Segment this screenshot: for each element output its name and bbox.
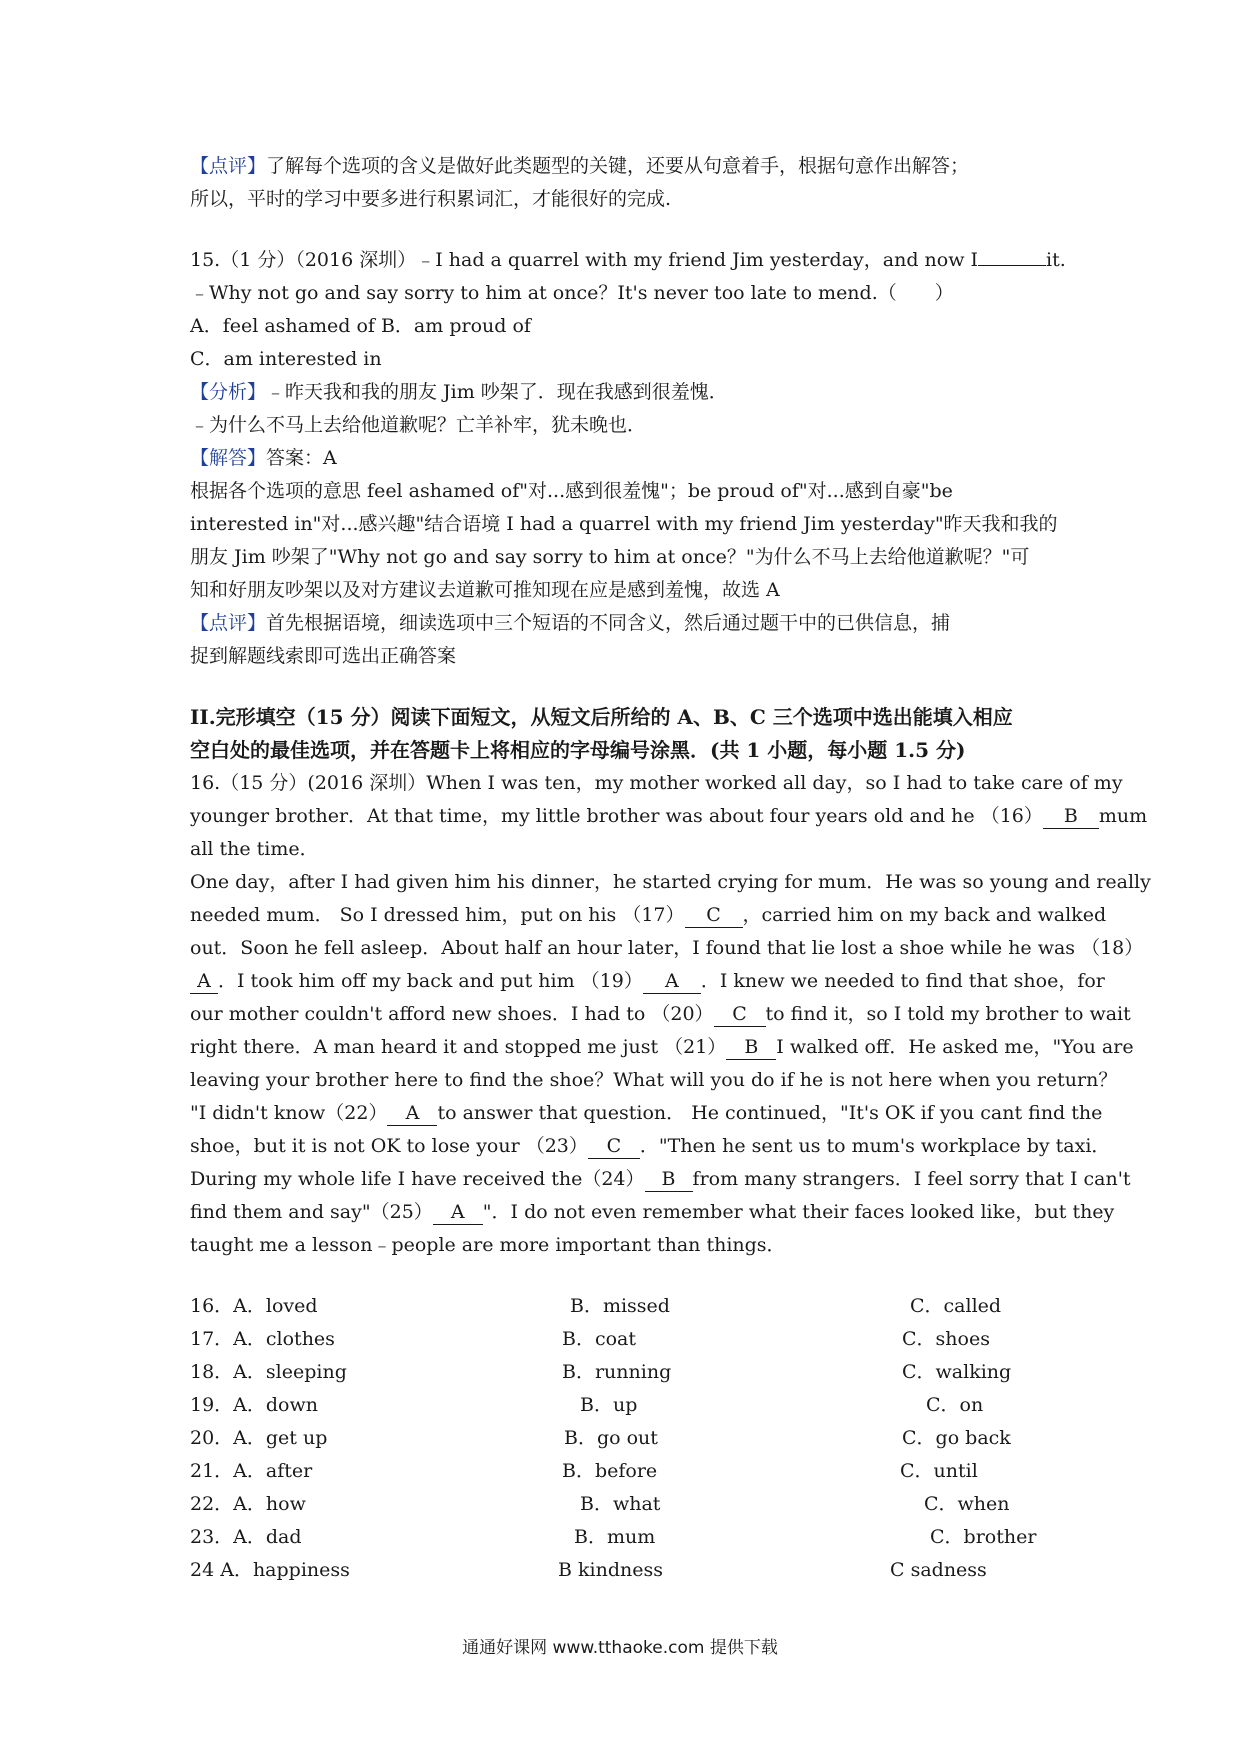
section-heading: 空白处的最佳选项，并在答题卡上将相应的字母编号涂黑．(共 1 小题，每小题 1.5 分) (190, 738, 966, 762)
answer-blank: B (1043, 804, 1099, 829)
analysis-line: ﹣为什么不马上去给他道歉呢？亡羊补牢，犹未晚也． (190, 414, 647, 436)
answer-blank: B (726, 1035, 776, 1060)
passage-line: One day，after I had given him his dinner，he started crying for mum．He was so young and really (190, 871, 1151, 893)
explanation-line: 知和好朋友吵架以及对方建议去道歉可推知现在应是感到羞愧，故选 A (190, 579, 780, 601)
passage-line: shoe，but it is not OK to lose your （23） C ．"Then he sent us to mum's workplace by taxi． (190, 1135, 1111, 1157)
answer-blank: A (190, 969, 218, 994)
answer-blank: A (643, 969, 701, 994)
passage-line: leaving your brother here to find the shoe？What will you do if he is not here when you return？ (190, 1069, 1118, 1091)
option-row: 22．A．how B．what C．when (190, 1493, 1010, 1515)
passage-line: younger brother．At that time，my little brother was about four years old and he （16） B mum (190, 805, 1148, 827)
review-text: 了解每个选项的含义是做好此类题型的关键，还要从句意着手，根据句意作出解答； (266, 155, 970, 177)
passage-line: out．Soon he fell asleep．About half an hour later，I found that lie lost a shoe while he was （18） (190, 937, 1144, 959)
passage-line: "I didn't know（22） A to answer that question． He continued，"It's OK if you cant find the (190, 1102, 1103, 1124)
blank (978, 265, 1046, 266)
question-15-options: C．am interested in (190, 348, 382, 370)
option-row: 19．A．down B．up C．on (190, 1394, 984, 1416)
section-heading: II.完形填空（15 分）阅读下面短文，从短文后所给的 A、B、C 三个选项中选出能填入相应 (190, 705, 1013, 729)
explanation-line: 根据各个选项的意思 feel ashamed of"对...感到很羞愧"；be proud of"对...感到自豪"be (190, 480, 953, 502)
question-15-stem: 15.（1 分）（2016 深圳）﹣I had a quarrel with my friend Jim yesterday，and now I it. (190, 249, 1066, 271)
answer-blank: A (387, 1101, 437, 1126)
analysis-line: 【分析】﹣昨天我和我的朋友 Jim 吵架了．现在我感到很羞愧． (190, 381, 728, 403)
passage-line: find them and say"（25） A "．I do not even remember what their faces looked like，but they (190, 1201, 1115, 1223)
option-row: 21．A．after B．before C．until (190, 1460, 978, 1482)
review-tag: 【点评】 (190, 155, 267, 177)
review-line (190, 150, 1060, 183)
passage-line: right there．A man heard it and stopped me just （21） B I walked off．He asked me，"You are (190, 1036, 1134, 1058)
review-tag: 【点评】 (190, 612, 267, 634)
analysis-tag: 【分析】 (190, 381, 267, 403)
answer-blank: C (685, 903, 743, 928)
answer-line: 【解答】答案：A (190, 447, 337, 469)
option-row: 24 A．happiness B kindness C sadness (190, 1559, 987, 1581)
option-row: 20．A．get up B．go out C．go back (190, 1427, 1011, 1449)
option-row: 17．A．clothes B．coat C．shoes (190, 1328, 990, 1350)
review-line: 捉到解题线索即可选出正确答案 (190, 645, 457, 667)
answer-blank: A (433, 1200, 483, 1225)
question-15-stem: ﹣Why not go and say sorry to him at once？It's never too late to mend.（ ） (190, 282, 954, 304)
explanation-line: 朋友 Jim 吵架了"Why not go and say sorry to him at once？"为什么不马上去给他道歉呢？"可 (190, 546, 1030, 568)
document-body (190, 150, 1151, 1587)
passage-line: needed mum． So I dressed him，put on his （17） C ，carried him on my back and walked (190, 904, 1107, 926)
passage-line: A ．I took him off my back and put him （19） A ．I knew we needed to find that shoe，for (190, 965, 1060, 998)
answer-blank: C (588, 1134, 640, 1159)
option-row: 16．A．loved B．missed C．called (190, 1295, 1002, 1317)
page-footer: 通通好课网 www.tthaoke.com 提供下载 (462, 1638, 778, 1658)
question-15-options: A．feel ashamed of B．am proud of (190, 315, 531, 337)
explanation-line: interested in"对...感兴趣"结合语境 I had a quarrel with my friend Jim yesterday"昨天我和我的 (190, 513, 1058, 535)
answer-blank: C (714, 1002, 766, 1027)
answer-tag: 【解答】 (190, 447, 267, 469)
review-line: 【点评】首先根据语境，细读选项中三个短语的不同含义，然后通过题干中的已供信息，捕 (190, 612, 951, 634)
review-line: 所以，平时的学习中要多进行积累词汇，才能很好的完成. (190, 188, 672, 210)
option-row: 18．A．sleeping B．running C．walking (190, 1361, 1012, 1383)
passage-line: During my whole life I have received the（24） B from many strangers．I feel sorry that I can't (190, 1168, 1131, 1190)
passage-line: 16.（15 分）(2016 深圳）When I was ten，my mother worked all day，so I had to take care of my (190, 772, 1123, 794)
answer-blank: B (645, 1167, 693, 1192)
passage-line: taught me a lesson﹣people are more important than things． (190, 1234, 786, 1256)
option-row: 23．A．dad B．mum C．brother (190, 1526, 1037, 1548)
passage-line: all the time． (190, 838, 319, 860)
passage-line: our mother couldn't afford new shoes．I had to （20） C to find it，so I told my brother to wait (190, 1003, 1131, 1025)
